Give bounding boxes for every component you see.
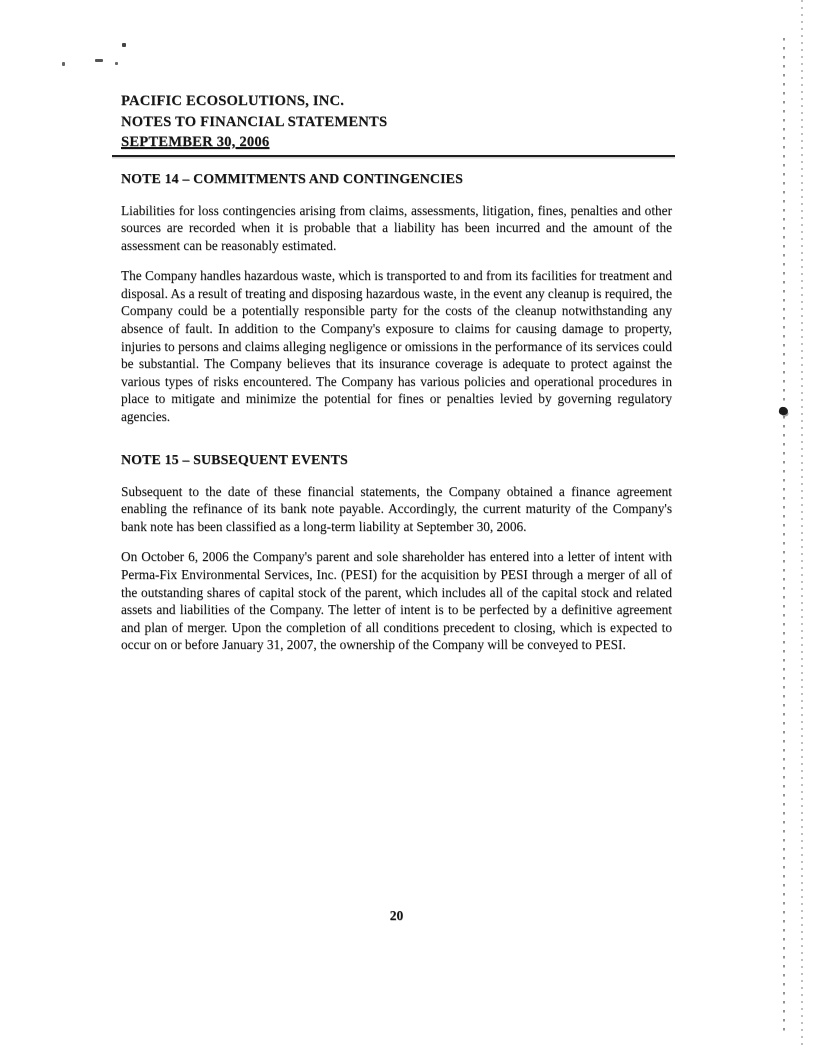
note-15-heading: NOTE 15 – SUBSEQUENT EVENTS: [121, 452, 348, 468]
scan-artifact-line: [801, 0, 803, 1046]
scan-artifact-line: [783, 38, 785, 1033]
scan-speck: [115, 62, 118, 65]
company-name: PACIFIC ECOSOLUTIONS, INC.: [121, 93, 345, 109]
statement-date: SEPTEMBER 30, 2006: [121, 134, 270, 150]
note-15-paragraph-1: Subsequent to the date of these financial statements, the Company obtained a finance agreement enabling the refinance of its bank note payable. Accordingly, the current maturity of the Company's bank note has been classified as a long-term liability at September 30, 2006.: [121, 483, 672, 534]
note-15-paragraph-2: On October 6, 2006 the Company's parent and sole shareholder has entered into a letter of intent with Perma-Fix Environmental Services, Inc. (PESI) for the acquisition by PESI through a merger of all of the outstanding shares of capital stock of the parent, which includes all of the capital stock and related assets and liabilities of the Company. The letter of intent is to be perfected by a definitive agreement and plan of merger. Upon the completion of all conditions precedent to closing, which is expected to occur on or before January 31, 2007, the ownership of the Company will be conveyed to PESI.: [121, 549, 672, 653]
document-header: [121, 0, 672, 153]
scan-blot: [778, 406, 788, 416]
section-note-14: [121, 171, 672, 426]
section-note-15: [121, 452, 672, 654]
header-rule: [112, 155, 675, 157]
document-title: NOTES TO FINANCIAL STATEMENTS: [121, 113, 388, 130]
scan-speck: [95, 59, 103, 62]
note-14-paragraph-2: The Company handles hazardous waste, which is transported to and from its facilities for treatment and disposal. As a result of treating and disposing hazardous waste, in the event any cleanup is required, the Company could be a potentially responsible party for the costs of the cleanup notwithstanding any absence of fault. In addition to the Company's exposure to claims for causing damage to property, injuries to persons and claims alleging negligence or omissions in the performance of its services could be substantial. The Company believes that its insurance coverage is adequate to protect against the various types of risks encountered. The Company has various policies and operational procedures in place to mitigate and minimize the potential for fines or penalties levied by governing regulatory agencies.: [121, 268, 672, 425]
page-number: 20: [389, 908, 404, 923]
note-14-heading: NOTE 14 – COMMITMENTS AND CONTINGENCIES: [121, 171, 463, 187]
scan-speck: [62, 62, 65, 66]
note-14-paragraph-1: Liabilities for loss contingencies arising from claims, assessments, litigation, fines, penalties and other sources are recorded when it is probable that a liability has been incurred and the amount of the assessment can be reasonably estimated.: [121, 202, 672, 253]
document-content: [121, 0, 672, 654]
